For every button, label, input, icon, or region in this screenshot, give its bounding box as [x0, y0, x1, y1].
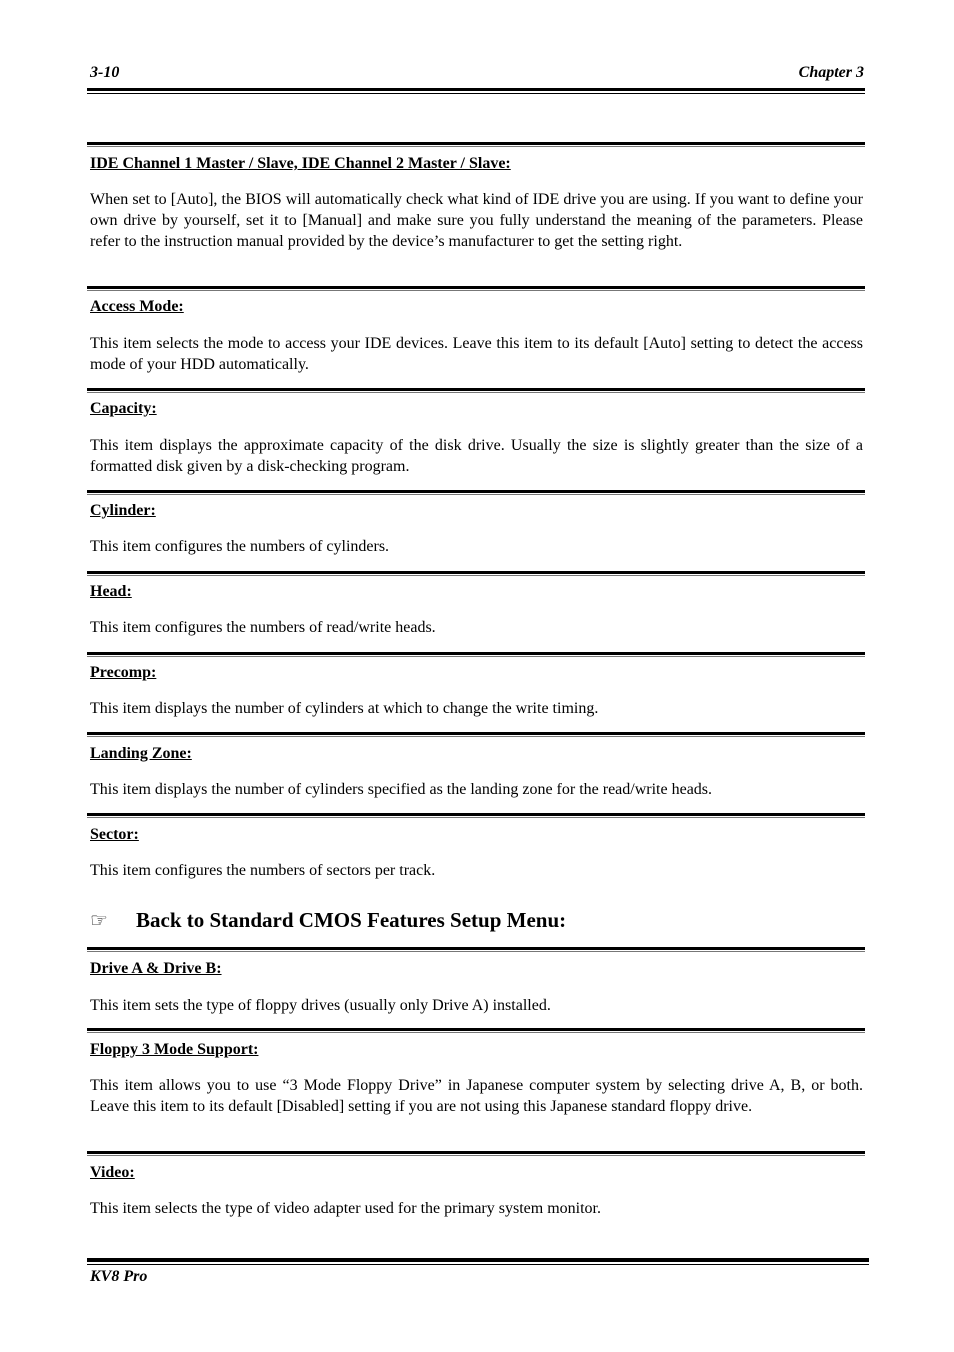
footer-divider — [87, 1258, 869, 1265]
section-text-head: This item configures the numbers of read/write heads. — [90, 619, 436, 636]
major-heading-text: Back to Standard CMOS Features Setup Menu: — [136, 908, 567, 932]
section-divider — [87, 388, 865, 393]
section-divider — [87, 142, 865, 147]
header-divider — [87, 88, 865, 94]
section-heading-cylinder: Cylinder: — [90, 502, 156, 519]
section-text-capacity: This item displays the approximate capacity of the disk drive. Usually the size is slightly greater than the size of a formatted disk given by a disk-checking program. — [90, 437, 863, 475]
section-text-drive-a-b: This item sets the type of floppy drives (usually only Drive A) installed. — [90, 997, 551, 1014]
section-text-sector: This item configures the numbers of sectors per track. — [90, 862, 436, 879]
section-heading-head: Head: — [90, 583, 132, 600]
section-text-landing-zone: This item displays the number of cylinders specified as the landing zone for the read/write heads. — [90, 781, 713, 798]
product-name: KV8 Pro — [90, 1268, 148, 1285]
section-divider — [87, 947, 865, 952]
section-heading-capacity: Capacity: — [90, 400, 157, 417]
section-divider — [87, 1028, 865, 1033]
section-heading-floppy-3-mode: Floppy 3 Mode Support: — [90, 1041, 259, 1058]
section-heading-sector: Sector: — [90, 826, 139, 843]
section-heading-drive-a-b: Drive A & Drive B: — [90, 960, 222, 977]
section-text-cylinder: This item configures the numbers of cylinders. — [90, 538, 390, 555]
chapter-label: Chapter 3 — [798, 64, 864, 81]
page-number: 3-10 — [90, 64, 120, 81]
section-heading-precomp: Precomp: — [90, 664, 157, 681]
section-text-ide-channel: When set to [Auto], the BIOS will automatically check what kind of IDE drive you are using. If you want to define your own drive by yourself, set it to [Manual] and make sure you fully understand the meaning of the parameters. Please refer to the instruction manual provided by the device’s manufacturer to get the setting right. — [90, 191, 863, 250]
section-divider — [87, 571, 865, 576]
section-divider — [87, 813, 865, 818]
section-heading-video: Video: — [90, 1164, 135, 1181]
section-text-access-mode: This item selects the mode to access your IDE devices. Leave this item to its default [Auto] setting to detect the access mode of your HDD automatically. — [90, 335, 863, 373]
section-heading-access-mode: Access Mode: — [90, 298, 184, 315]
section-divider — [87, 1151, 865, 1156]
section-text-video: This item selects the type of video adapter used for the primary system monitor. — [90, 1200, 601, 1217]
section-text-precomp: This item displays the number of cylinders at which to change the write timing. — [90, 700, 599, 717]
section-text-floppy-3-mode: This item allows you to use “3 Mode Floppy Drive” in Japanese computer system by selecting drive A, B, or both. Leave this item to its default [Disabled] setting if you are not using this Japanese standard floppy drive. — [90, 1077, 863, 1115]
section-heading-ide-channel: IDE Channel 1 Master / Slave, IDE Channel 2 Master / Slave: — [90, 155, 511, 172]
section-heading-landing-zone: Landing Zone: — [90, 745, 192, 762]
pointing-hand-icon: ☞ — [90, 910, 108, 932]
section-divider — [87, 490, 865, 495]
section-divider — [87, 652, 865, 657]
section-divider — [87, 732, 865, 737]
major-heading — [90, 908, 566, 933]
section-divider — [87, 286, 865, 291]
